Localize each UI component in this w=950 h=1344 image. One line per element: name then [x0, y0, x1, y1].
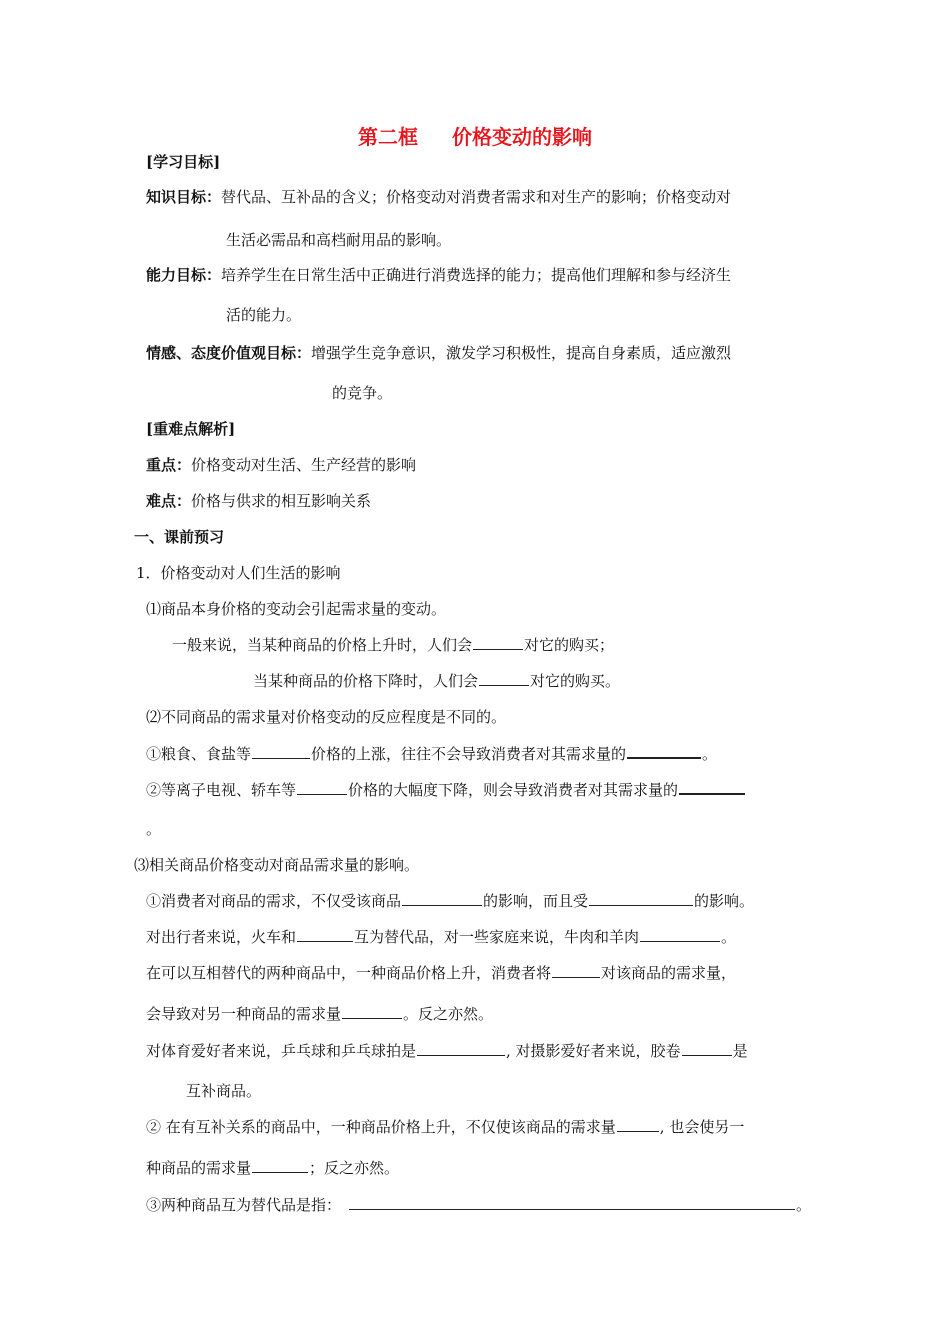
text: 。 — [702, 745, 718, 763]
text: 的影响。 — [694, 892, 755, 910]
text: 。 — [721, 928, 737, 946]
sub-3-line-5 — [146, 1041, 748, 1061]
text: 是 — [732, 1042, 748, 1060]
blank[interactable] — [252, 744, 310, 759]
sub-3-line-8 — [146, 1158, 399, 1178]
sub-2-item-1 — [146, 743, 717, 764]
text: 对它的购买。 — [530, 672, 621, 690]
sub-3-item-1 — [146, 891, 754, 911]
blank[interactable] — [682, 1041, 732, 1056]
knowledge-text-cont: 生活必需品和高档耐用品的影响。 — [226, 231, 452, 249]
sub-1-line-b — [253, 671, 620, 691]
text: 对出行者来说，火车和 — [146, 928, 297, 946]
text: ①消费者对商品的需求，不仅受该商品 — [146, 892, 402, 910]
sub-2-item-2-end: 。 — [146, 820, 162, 838]
section-header: 一、课前预习 — [134, 528, 225, 546]
text: 。 — [796, 1196, 812, 1214]
title-part1: 第二框 — [358, 125, 418, 149]
text: 的影响，而且受 — [483, 892, 589, 910]
sub-1: ⑴商品本身价格的变动会引起需求量的变动。 — [146, 600, 447, 618]
blank[interactable] — [417, 1041, 505, 1056]
blank[interactable] — [473, 635, 523, 650]
title-part2: 价格变动的影响 — [452, 125, 592, 149]
ability-goal — [146, 265, 731, 285]
blank[interactable] — [479, 671, 529, 686]
ability-text-cont: 活的能力。 — [226, 306, 302, 324]
text: 当某种商品的价格下降时，人们会 — [253, 672, 479, 690]
focus-line — [146, 455, 416, 475]
sub-1-line-a — [172, 635, 614, 655]
text: 。反之亦然。 — [403, 1005, 494, 1023]
sub-3-line-6: 互补商品。 — [186, 1082, 262, 1100]
text: ；反之亦然。 — [309, 1159, 400, 1177]
text: , 对摄影爱好者来说，胶卷 — [506, 1042, 681, 1060]
blank[interactable] — [297, 780, 347, 795]
text: 对体育爱好者来说，乒乓球和乒乓球拍是 — [146, 1042, 417, 1060]
sub-3-line-4 — [146, 1004, 493, 1024]
ability-text: 培养学生在日常生活中正确进行消费选择的能力；提高他们理解和参与经济生 — [221, 266, 732, 284]
emotion-label: 情感、态度价值观目标： — [146, 344, 312, 362]
text: ② 在有互补关系的商品中，一种商品价格上升，不仅使该商品的需求量 — [146, 1118, 616, 1136]
item-1: 1．价格变动对人们生活的影响 — [136, 564, 341, 582]
sub-3-line-2 — [146, 927, 736, 947]
knowledge-label: 知识目标： — [146, 188, 222, 206]
blank[interactable] — [617, 1117, 659, 1132]
blank[interactable] — [349, 1195, 795, 1210]
sub-2: ⑵不同商品的需求量对价格变动的反应程度是不同的。 — [146, 708, 507, 726]
text: 价格的大幅度下降，则会导致消费者对其需求量的 — [348, 781, 679, 799]
text: ①粮食、食盐等 — [146, 745, 252, 763]
blank[interactable] — [627, 743, 701, 759]
sub-3-line-3 — [146, 963, 736, 983]
blank[interactable] — [342, 1004, 402, 1019]
text: 互为替代品，对一些家庭来说，牛肉和羊肉 — [354, 928, 640, 946]
sub-2-item-2 — [146, 779, 746, 800]
emotion-goal — [146, 343, 731, 363]
text: 会导致对另一种商品的需求量 — [146, 1005, 342, 1023]
blank[interactable] — [679, 779, 745, 795]
text: , 也会使另一 — [659, 1118, 745, 1136]
knowledge-text: 替代品、互补品的含义；价格变动对消费者需求和对生产的影响；价格变动对 — [221, 188, 732, 206]
text: ②等离子电视、轿车等 — [146, 781, 297, 799]
knowledge-goal — [146, 187, 731, 207]
emotion-text: 增强学生竞争意识，激发学习积极性，提高自身素质，适应激烈 — [311, 344, 732, 362]
text: 价格的上涨，往往不会导致消费者对其需求量的 — [311, 745, 627, 763]
objectives-header: [学习目标] — [146, 153, 221, 171]
blank[interactable] — [552, 963, 600, 978]
text: 种商品的需求量 — [146, 1159, 252, 1177]
difficulty-text: 价格与供求的相互影响关系 — [191, 492, 372, 510]
ability-label: 能力目标： — [146, 266, 222, 284]
text: 对该商品的需求量， — [601, 964, 737, 982]
sub-3: ⑶相关商品价格变动对商品需求量的影响。 — [134, 856, 420, 874]
text: 一般来说，当某种商品的价格上升时，人们会 — [172, 636, 473, 654]
page-title — [0, 124, 950, 150]
sub-3-line-9 — [146, 1195, 811, 1215]
blank[interactable] — [402, 891, 482, 906]
keypoints-header: [重难点解析] — [146, 420, 236, 438]
blank[interactable] — [640, 927, 720, 942]
sub-3-line-7 — [146, 1117, 744, 1137]
text: ③两种商品互为替代品是指： — [146, 1196, 342, 1214]
emotion-text-cont: 的竞争。 — [332, 384, 393, 402]
focus-label: 重点： — [146, 456, 192, 474]
focus-text: 价格变动对生活、生产经营的影响 — [191, 456, 417, 474]
difficulty-line — [146, 491, 371, 511]
text: 对它的购买； — [524, 636, 615, 654]
text: 在可以互相替代的两种商品中，一种商品价格上升，消费者将 — [146, 964, 552, 982]
blank[interactable] — [297, 927, 353, 942]
blank[interactable] — [589, 891, 693, 906]
difficulty-label: 难点： — [146, 492, 192, 510]
blank[interactable] — [252, 1158, 308, 1173]
